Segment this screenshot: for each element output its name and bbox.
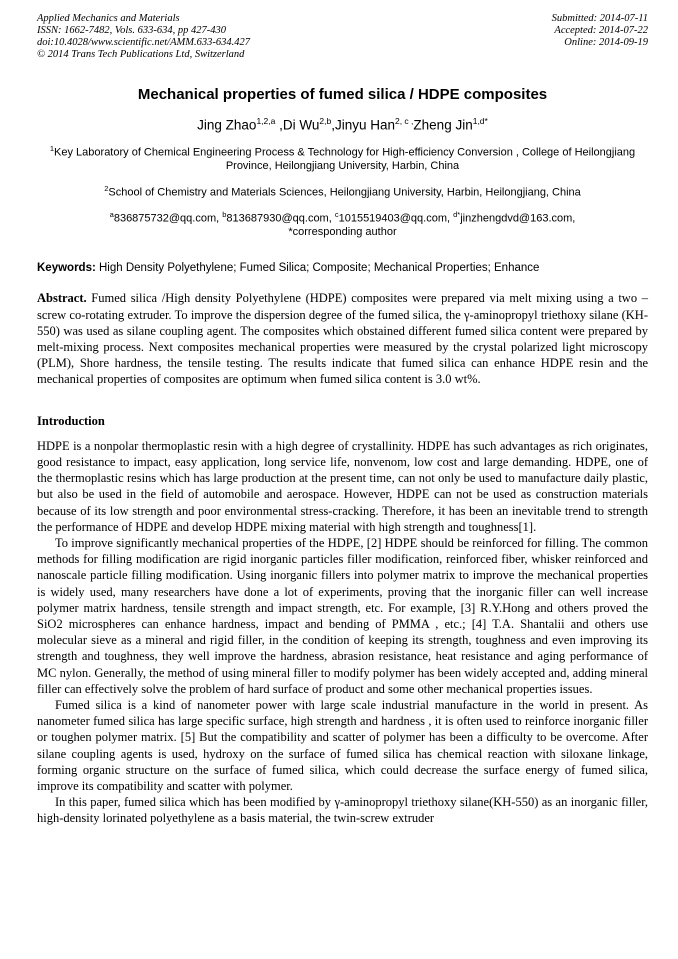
journal-name: Applied Mechanics and Materials (37, 13, 180, 24)
publication-dates (552, 13, 648, 61)
emails-block (37, 208, 648, 240)
affiliation-2 (37, 182, 648, 200)
keywords-label: Keywords: (37, 262, 96, 275)
intro-paragraph-4: In this paper, fumed silica which has been modified by γ-aminopropyl triethoxy silane(KH-550) as an inorganic filler, high-density lorinated polyethylene as a basis material, the twin-screw extruder (37, 795, 648, 826)
email-marker: d* (453, 209, 461, 219)
abstract-paragraph (37, 290, 648, 387)
intro-paragraph-1: HDPE is a nonpolar thermoplastic resin with a high degree of crystallinity. HDPE has such advantages as rich originates, good resistance to impact, easy application, long service life, nonvenom, low cost and large demanding. HDPE, one of the thermoplastic resins which has large production at the present time, can not only be used to manufacture daily plastic, but also be used in the field of automobile and aerospace. However, HDPE can not be used as construction materials because of its low strength and poor environmental stress-cracking. Therefore, it has been an inevitable trend to strength the performance of HDPE and develop HDPE mixing material with high strength and toughness[1]. (37, 438, 648, 534)
accepted-date: Accepted: 2014-07-22 (554, 25, 648, 36)
author-name: Jing Zhao (197, 117, 257, 133)
email-address: jinzhengdvd@163.com, (460, 212, 576, 225)
issn-line: ISSN: 1662-7482, Vols. 633-634, pp 427-430 (37, 25, 226, 36)
author-affil-marker: 1,d* (472, 116, 488, 126)
email-address: 813687930@qq.com, (226, 212, 335, 225)
corresponding-author-note: *corresponding author (288, 226, 397, 239)
author-affil-marker: 2,b (319, 116, 332, 126)
author-name: ,Di Wu (275, 117, 320, 133)
affiliation-marker: 2 (104, 184, 109, 194)
email-address: 836875732@qq.com, (113, 212, 223, 225)
intro-paragraph-2: To improve significantly mechanical properties of the HDPE, [2] HDPE should be reinforced for filling. The common methods for filling modification are rigid inorganic particles filler modification, reinforced fiber, whisker reinforced and nanoscale particle filling modification. Using inorganic fillers into polymer matrix to improve the mechanical properties is widely used, many researchers have done a lot of experiments, proving that the inorganic filler can well increase polymer matrix hardness, tensile strength and impact strength, etc. For example, [3] R.Y.Hong and others proved the SiO2 microspheres can enhance hardness, impact and bending of PMMA , etc.; [4] T.A. Shantalii and others use molecular sieve as a mineral and rigid filler, in the condition of keeping its strength, toughness and even improving its strength and toughness, they well improve the hardness, abrasion resistance, heat resistance and aging performance of MC nylon. Generally, the method of using mineral filler to modify polymer has been widely accepted and, adding mineral filler can effectively solve the problem of hard surface of product and some other mechanical properties issues. (37, 535, 648, 696)
doi-line: doi:10.4028/www.scientific.net/AMM.633-634.427 (37, 37, 250, 48)
keywords-text: High Density Polyethylene; Fumed Silica; Composite; Mechanical Properties; Enhance (95, 262, 540, 275)
abstract-label: Abstract. (37, 291, 87, 306)
publication-info (37, 13, 250, 61)
online-date: Online: 2014-09-19 (564, 37, 648, 48)
author-affil-marker: 2, c , (394, 116, 414, 126)
paper-title: Mechanical properties of fumed silica / HDPE composites (137, 86, 548, 103)
author-affil-marker: 1,2,a (256, 116, 276, 126)
author-name: ,Jinyu Han (331, 117, 395, 133)
email-marker: a (109, 209, 114, 219)
email-marker: c (334, 209, 339, 219)
affiliation-marker: 1 (49, 143, 55, 153)
section-heading-introduction: Introduction (37, 413, 105, 428)
email-line (37, 208, 648, 226)
publication-header (37, 13, 648, 61)
affiliation-text: Key Laboratory of Chemical Engineering Process & Technology for High-efficiency Conversion , College of Heilongjiang Province, Heilongjiang University, Harbin, China (54, 146, 636, 173)
email-marker: b (222, 209, 227, 219)
abstract-text: Fumed silica /High density Polyethylene (HDPE) composites were prepared via melt mixing using a two –screw co-rotating extruder. To improve the dispersion degree of the fumed silica, the γ-aminopropyl triethoxy silane (KH-550) was used as silane coupling agent. The composites which obstained different fumed silica content were prepared by melt-mixing process. Next composites mechanical properties were measured by the crystal polarized light microscopy (PLM), Shore hardness, the tensile testing. The results indicate that fumed silica can enhance HDPE resin and the mechanical properties of composites are optimum when fumed silica content is 3.0 wt%. (37, 291, 648, 387)
author-line (37, 116, 648, 133)
affiliation-text: School of Chemistry and Materials Sciences, Heilongjiang University, Harbin, Heilongjiang, China (108, 186, 581, 199)
keywords-line (37, 262, 648, 274)
intro-paragraph-3: Fumed silica is a kind of nanometer power with large scale industrial manufacture in the world in present. As nanometer fumed silica has large specific surface, high strength and hardness , it is often used to reinforce inorganic filler or toughen polymer matrix. [5] But the compatibility and scatter of polymer has been a difficulty to be overcome. After silane coupling agents is used, hydroxy on the surface of fumed silica has chemical reaction with siloxane linkage, forming organic structure on the surface of fumed silica, which could decrease the surface energy of fumed silica, improve its compatibility and scatter with polymer. (37, 697, 648, 793)
email-address: 1015519403@qq.com, (338, 212, 454, 225)
copyright-line: © 2014 Trans Tech Publications Ltd, Switzerland (37, 49, 245, 60)
author-name: Zheng Jin (413, 117, 473, 133)
affiliation-1 (37, 142, 648, 174)
submitted-date: Submitted: 2014-07-11 (551, 13, 648, 24)
